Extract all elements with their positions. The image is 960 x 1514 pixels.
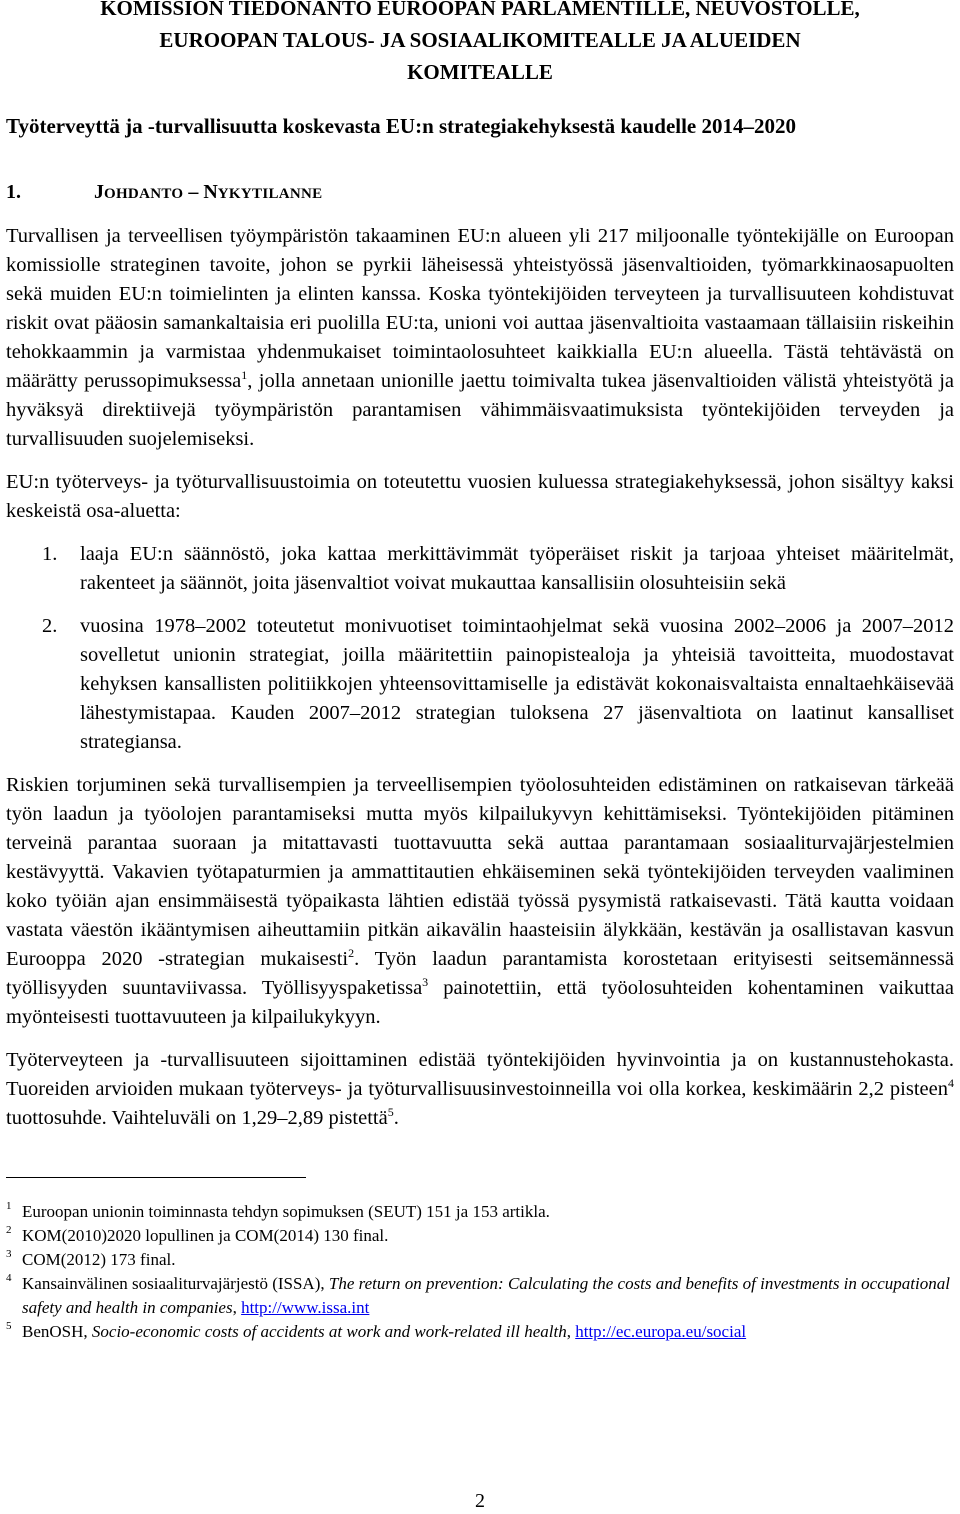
footnote-text: Euroopan unionin toiminnasta tehdyn sopimuksen (SEUT) 151 ja 153 artikla. bbox=[22, 1202, 550, 1221]
footnote-ref-2[interactable]: 2 bbox=[348, 946, 355, 961]
footnote-4 bbox=[6, 1272, 954, 1320]
paragraph-2: EU:n työterveys- ja työturvallisuustoimia on toteutettu vuosien kuluessa strategiakehyksessä, johon sisältyy kaksi keskeistä osa-aluetta: bbox=[6, 471, 954, 522]
section-number: 1. bbox=[6, 181, 21, 203]
footnote-number: 5 bbox=[6, 1320, 12, 1332]
footnote-number: 2 bbox=[6, 1224, 12, 1236]
section-title-part-1: OHDANTO bbox=[104, 186, 184, 202]
footnote-ref-3[interactable]: 3 bbox=[422, 975, 429, 990]
paragraph-3 bbox=[6, 771, 954, 1032]
paragraph-4-text-c: . bbox=[393, 1107, 399, 1129]
footnote-ref-1[interactable]: 1 bbox=[241, 368, 248, 383]
header-line-2: EUROOPAN TALOUS- JA SOSIAALIKOMITEALLE JA ALUEIDEN bbox=[159, 28, 801, 52]
numbered-list bbox=[6, 540, 954, 757]
paragraph-4 bbox=[6, 1046, 954, 1133]
footnote-number: 1 bbox=[6, 1200, 12, 1212]
paragraph-1 bbox=[6, 222, 954, 454]
section-heading bbox=[6, 178, 954, 208]
document-header bbox=[6, 2, 954, 92]
footnote-text: KOM(2010)2020 lopullinen ja COM(2014) 130 final. bbox=[22, 1226, 389, 1245]
footnote-text: COM(2012) 173 final. bbox=[22, 1250, 176, 1269]
section-title-initial-n: N bbox=[203, 181, 218, 203]
footnote-number: 4 bbox=[6, 1272, 12, 1284]
footnote-ref-4[interactable]: 4 bbox=[948, 1076, 954, 1091]
footnotes bbox=[6, 1200, 954, 1344]
footnote-text: Kansainvälinen sosiaaliturvajärjestö (ISSA), bbox=[22, 1274, 329, 1293]
list-item bbox=[6, 612, 954, 757]
list-item-number: 1. bbox=[42, 543, 58, 565]
list-item-number: 2. bbox=[42, 615, 58, 637]
section-title-part-2: YKYTILANNE bbox=[217, 186, 323, 202]
footnote-title: Socio-economic costs of accidents at work and work-related ill health bbox=[91, 1322, 567, 1341]
document-page bbox=[6, 0, 954, 1512]
paragraph-1-text-b: , jolla annetaan unionille jaettu toimivalta tukea jäsenvaltioiden välistä yhteistyötä ja hyväksyä direktiivejä työympäristön parantamisen vähimmäisvaatimuksista työntekijöiden terveyden ja turvallisuuden suojelemiseksi. bbox=[6, 370, 954, 450]
footnote-text: BenOSH, bbox=[22, 1322, 92, 1341]
footnote-number: 3 bbox=[6, 1248, 12, 1260]
list-item-text: vuosina 1978–2002 toteutetut monivuotiset toimintaohjelmat sekä vuosina 2002–2006 ja 2007–2012 sovelletut unionin strategiat, joilla määritettiin painopistealoja ja yhteisiä tavoitteita, muodostavat kehyksen kansallisten politiikkojen yhteensovittamiselle ja edistävät kokonaisvaltaista ennaltaehkäisevää lähestymistapaa. Kauden 2007–2012 strategian tuloksena 27 jäsenvaltiota on laatinut kansalliset strategiansa. bbox=[80, 615, 954, 753]
footnote-1 bbox=[6, 1200, 954, 1224]
footnote-link[interactable]: http://www.issa.int bbox=[241, 1298, 370, 1317]
document-subtitle: Työterveyttä ja -turvallisuutta koskevasta EU:n strategiakehyksestä kaudelle 2014–2020 bbox=[6, 114, 797, 138]
footnote-separator: , bbox=[566, 1322, 576, 1341]
header-line-1: KOMISSION TIEDONANTO EUROOPAN PARLAMENTILLE, NEUVOSTOLLE, bbox=[100, 0, 860, 20]
paragraph-3-text-c: painotettiin, että työolosuhteiden kohentaminen vaikuttaa myönteisesti tuottavuuteen ja kilpailukykyyn. bbox=[6, 977, 954, 1028]
header-line-3: KOMITEALLE bbox=[407, 60, 553, 84]
footnote-3 bbox=[6, 1248, 954, 1272]
paragraph-1-text-a: Turvallisen ja terveellisen työympäristön takaaminen EU:n alueen yli 217 miljoonalle työntekijälle on Euroopan komissiolle strateginen tavoite, johon se pyrkii läheisessä yhteistyössä jäsenvaltioiden, työmarkkinaosapuolten sekä muiden EU:n toimielinten ja elinten kanssa. Koska työntekijöiden terveyteen ja turvallisuuteen kohdistuvat riskit ovat pääosin samankaltaisia eri puolilla EU:ta, unioni voi auttaa jäsenvaltioita vastaamaan tällaisiin riskeihin tehokkaammin ja varmistaa yhdenmukaiset toimintaolosuhteet kaikkialla EU:n alueella. Tästä tehtävästä on määrätty perussopimuksessa bbox=[6, 225, 954, 392]
section-title-dash: – bbox=[183, 181, 204, 203]
footnote-ref-5[interactable]: 5 bbox=[387, 1105, 394, 1120]
footnote-5 bbox=[6, 1320, 954, 1344]
paragraph-3-text-b: . Työn laadun parantamista korostetaan erityisesti seitsemännessä työllisyyden suuntaviivassa. Työllisyyspaketissa bbox=[6, 948, 954, 999]
footnote-divider bbox=[6, 1177, 306, 1178]
paragraph-4-text-b: tuottosuhde. Vaihteluväli on 1,29–2,89 pistettä bbox=[6, 1107, 388, 1129]
list-item bbox=[6, 540, 954, 598]
footnote-title: The return on prevention: Calculating the costs and benefits of investments in occupational safety and health in companies bbox=[22, 1274, 950, 1317]
footnote-separator: , bbox=[232, 1298, 242, 1317]
list-item-text: laaja EU:n säännöstö, joka kattaa merkittävimmät työperäiset riskit ja tarjoaa yhteiset määritelmät, rakenteet ja säännöt, joita jäsenvaltiot voivat mukauttaa kansallisiin olosuhteisiin sekä bbox=[80, 543, 954, 594]
page-number: 2 bbox=[475, 1490, 485, 1512]
paragraph-4-text-a: Työterveyteen ja -turvallisuuteen sijoittaminen edistää työntekijöiden hyvinvointia ja on kustannustehokasta. Tuoreiden arvioiden mukaan työterveys- ja työturvallisuusinvestoinneilla voi olla korkea, keskimäärin 2,2 pisteen bbox=[6, 1049, 954, 1100]
footnote-link[interactable]: http://ec.europa.eu/social bbox=[575, 1322, 747, 1341]
paragraph-3-text-a: Riskien torjuminen sekä turvallisempien ja terveellisempien työolosuhteiden edistäminen on ratkaisevan tärkeää työn laadun ja työolojen parantamiseksi mutta myös kilpailukyvyn kehittämiseksi. Työntekijöiden pitäminen terveinä parantaa suoraan ja mitattavasti tuottavuutta sekä auttaa parantamaan sosiaaliturvajärjestelmien kestävyyttä. Vakavien työtapaturmien ja ammattitautien ehkäiseminen sekä työntekijöiden terveyden vaaliminen koko työiän ajan ensimmäisestä työpaikasta lähtien edistää työssä pysymistä ratkaisevasti. Tätä kautta voidaan vastata väestön ikääntymisen aiheuttamiin pitkän aikavälin haasteisiin älykkään, kestävän ja osallistavan kasvun Eurooppa 2020 -strategian mukaisesti bbox=[6, 774, 954, 970]
footnote-2 bbox=[6, 1224, 954, 1248]
section-title-initial-j: J bbox=[94, 181, 104, 203]
